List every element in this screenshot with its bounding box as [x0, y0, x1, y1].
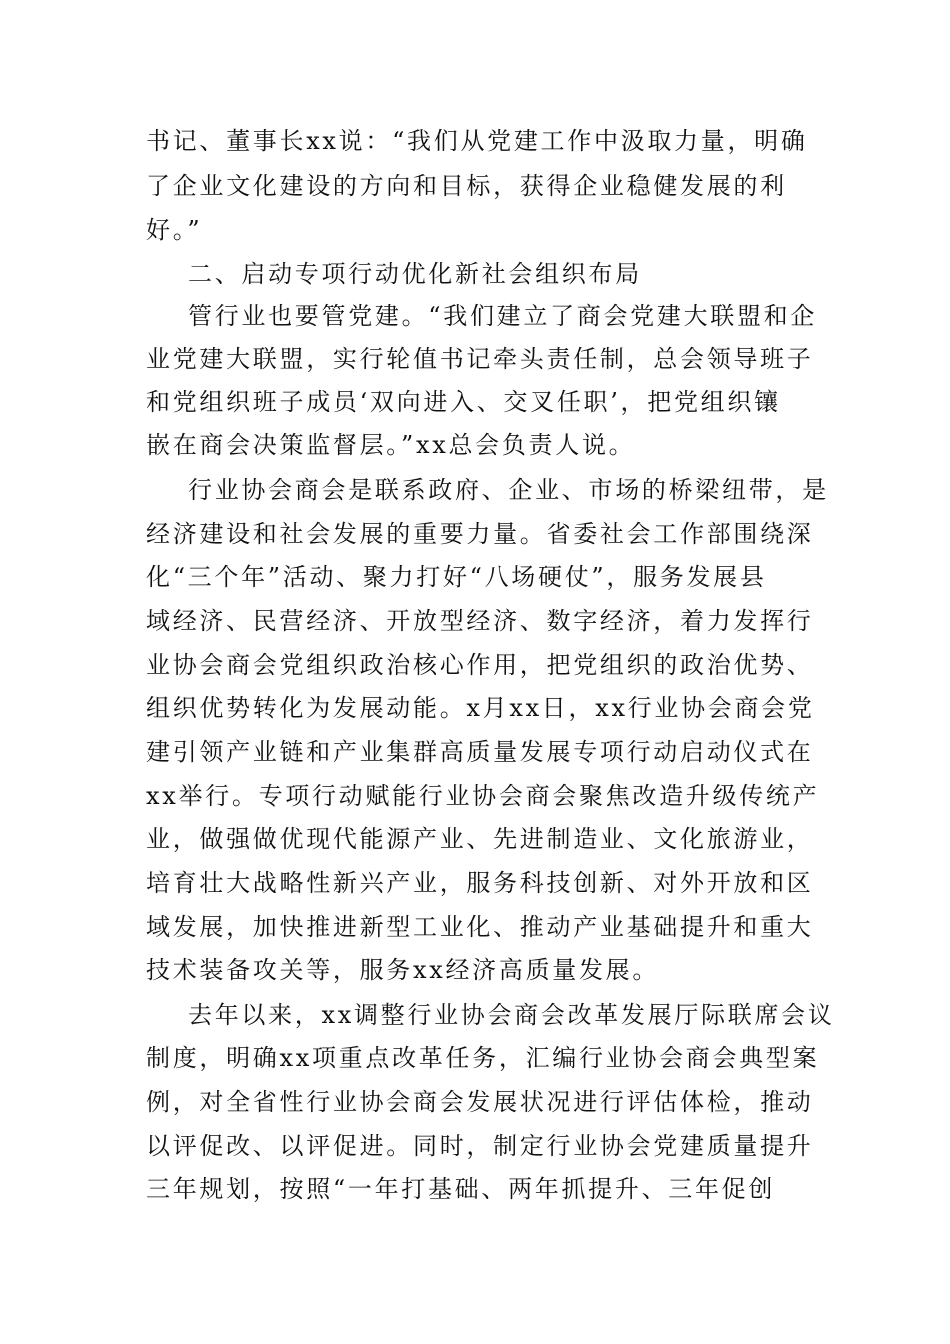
text-line: 例，对全省性行业协会商会发展状况进行评估体检，推动	[146, 1088, 814, 1116]
text-line: 行业协会商会是联系政府、企业、市场的桥梁纽带，是	[188, 476, 829, 504]
text-line: 嵌在商会决策监督层。”xx总会负责人说。	[146, 431, 636, 459]
text-line: 组织优势转化为发展动能。x月xx日，xx行业协会商会党	[146, 694, 815, 722]
text-line: 化“三个年”活动、聚力打好“八场硬仗”，服务发展县	[146, 563, 767, 591]
text-line: 书记、董事长xx说：“我们从党建工作中汲取力量，明确	[146, 127, 808, 155]
text-line: 好。”	[146, 216, 203, 244]
text-line: 技术装备攻关等，服务xx经济高质量发展。	[146, 956, 660, 984]
text-line: 管行业也要管党建。“我们建立了商会党建大联盟和企	[188, 302, 818, 330]
text-line: 以评促改、以评促进。同时，制定行业协会党建质量提升	[146, 1132, 814, 1160]
text-line: xx举行。专项行动赋能行业协会商会聚焦改造升级传统产	[146, 782, 820, 810]
text-line: 业，做强做优现代能源产业、先进制造业、文化旅游业，	[146, 825, 814, 853]
text-line: 培育壮大战略性新兴产业，服务科技创新、对外开放和区	[146, 869, 814, 897]
text-line: 制度，明确xx项重点改革任务，汇编行业协会商会典型案	[146, 1044, 820, 1072]
text-line: 域经济、民营经济、开放型经济、数字经济，着力发挥行	[146, 607, 814, 635]
text-line: 业协会商会党组织政治核心作用，把党组织的政治优势、	[146, 651, 814, 679]
text-line: 和党组织班子成员‘双向进入、交叉任职’，把党组织镶	[146, 388, 781, 416]
text-line: 了企业文化建设的方向和目标，获得企业稳健发展的利	[146, 172, 787, 200]
text-line: 去年以来，xx调整行业协会商会改革发展厅际联席会议	[188, 1001, 835, 1029]
text-line: 域发展，加快推进新型工业化、推动产业基础提升和重大	[146, 913, 814, 941]
text-line: 建引领产业链和产业集群高质量发展专项行动启动仪式在	[146, 738, 814, 766]
text-line: 业党建大联盟，实行轮值书记牵头责任制，总会领导班子	[146, 345, 814, 373]
text-line: 三年规划，按照“一年打基础、两年抓提升、三年促创	[146, 1175, 776, 1203]
section-heading: 二、启动专项行动优化新社会组织布局	[188, 260, 642, 288]
text-line: 经济建设和社会发展的重要力量。省委社会工作部围绕深	[146, 520, 814, 548]
